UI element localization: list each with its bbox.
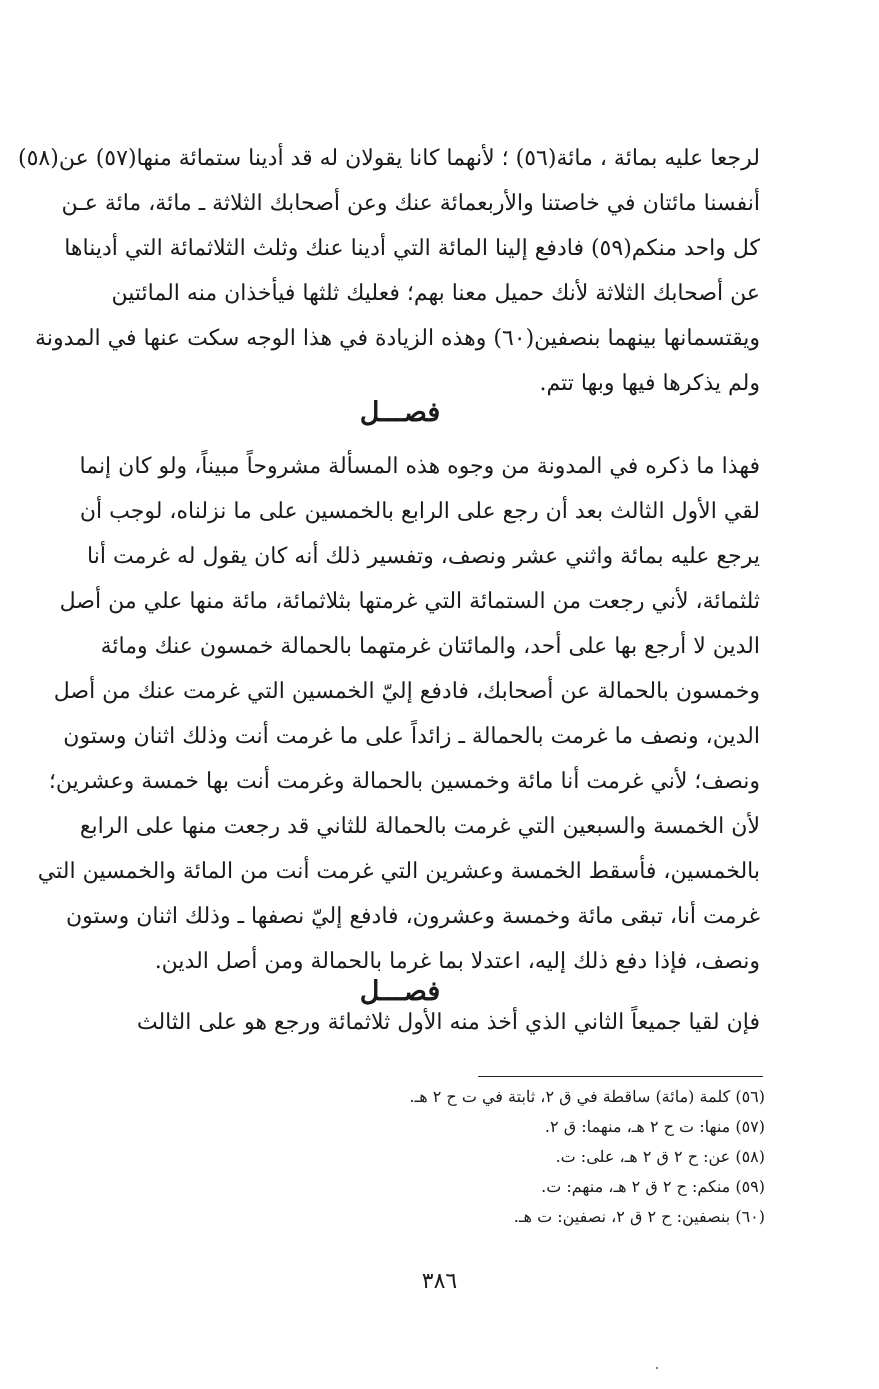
paragraph-3 <box>40 1000 760 1045</box>
paragraph-2 <box>37 444 760 984</box>
text-line: ولم يذكرها فيها وبها تتم. <box>539 371 760 396</box>
text-line: ويقتسمانها بينهما بنصفين(٦٠) وهذه الزيادة في هذا الوجه سكت عنها في المدونة <box>35 326 760 351</box>
footnote: (٥٩) منكم: ح ٢ ق ٢ هـ، منهم: ت. <box>541 1177 765 1196</box>
section-heading: فصـــل <box>359 976 441 1007</box>
text-line: عن أصحابك الثلاثة لأنك حميل معنا بهم؛ فعليك ثلثها فيأخذان منه المائتين <box>111 281 760 306</box>
paragraph-1 <box>18 136 760 406</box>
text-line: فهذا ما ذكره في المدونة من وجوه هذه المسألة مشروحاً مبيناً، ولو كان إنما <box>79 454 760 479</box>
section-heading: فصـــل <box>359 397 441 428</box>
text-line: يرجع عليه بمائة واثني عشر ونصف، وتفسير ذلك أنه كان يقول له غرمت أنا <box>87 544 760 569</box>
text-line: فإن لقيا جميعاً الثاني الذي أخذ منه الأول ثلاثمائة ورجع هو على الثالث <box>136 1010 760 1035</box>
text-line: لقي الأول الثالث بعد أن رجع على الرابع بالخمسين على ما نزلناه، لوجب أن <box>79 499 760 524</box>
text-line: كل واحد منكم(٥٩) فادفع إلينا المائة التي أدينا عنك وثلث الثلاثمائة التي أديناها <box>64 236 760 261</box>
footnote: (٦٠) بنصفين: ح ٢ ق ٢، نصفين: ت هـ. <box>513 1207 765 1226</box>
text-line: ونصف؛ لأني غرمت أنا مائة وخمسين بالحمالة وغرمت أنت بها خمسة وعشرين؛ <box>48 769 760 794</box>
text-line: ثلثمائة، لأني رجعت من الستمائة التي غرمتها بثلاثمائة، مائة منها علي من أصل <box>59 589 760 614</box>
text-line: ونصف، فإذا دفع ذلك إليه، اعتدلا بما غرما بالحمالة ومن أصل الدين. <box>154 949 760 974</box>
text-line: أنفسنا مائتان في خاصتنا والأربعمائة عنك وعن أصحابك الثلاثة ـ مائة، مائة عـن <box>61 191 760 216</box>
text-line: لرجعا عليه بمائة ، مائة(٥٦) ؛ لأنهما كانا يقولان له قد أدينا ستمائة منها(٥٧) عن(٥٨) <box>18 146 760 171</box>
footnote: (٥٧) منها: ت ح ٢ هـ، منهما: ق ٢. <box>544 1117 765 1136</box>
text-line: بالخمسين، فأسقط الخمسة وعشرين التي غرمت أنت من المائة والخمسين التي <box>37 859 760 884</box>
footnote-divider <box>478 1076 763 1077</box>
footnote: (٥٦) كلمة (مائة) ساقطة في ق ٢، ثابتة في ت ح ٢ هـ. <box>409 1087 765 1106</box>
text-line: الدين، ونصف ما غرمت بالحمالة ـ زائداً على ما غرمت أنت وذلك اثنان وستون <box>63 724 760 749</box>
text-line: وخمسون بالحمالة عن أصحابك، فادفع إليّ الخمسين التي غرمت عنك من أصل <box>53 679 760 704</box>
footnote: (٥٨) عن: ح ٢ ق ٢ هـ، على: ت. <box>555 1147 765 1166</box>
page-number: ٣٨٦ <box>421 1269 458 1294</box>
text-line: لأن الخمسة والسبعين التي غرمت بالحمالة للثاني قد رجعت منها على الرابع <box>79 814 760 839</box>
footnotes <box>85 1082 765 1232</box>
text-line: غرمت أنا، تبقى مائة وخمسة وعشرون، فادفع إليّ نصفها ـ وذلك اثنان وستون <box>65 904 760 929</box>
text-line: الدين لا أرجع بها على أحد، والمائتان غرمتهما بالحمالة خمسون عنك ومائة <box>100 634 760 659</box>
scan-speck <box>656 1367 658 1369</box>
